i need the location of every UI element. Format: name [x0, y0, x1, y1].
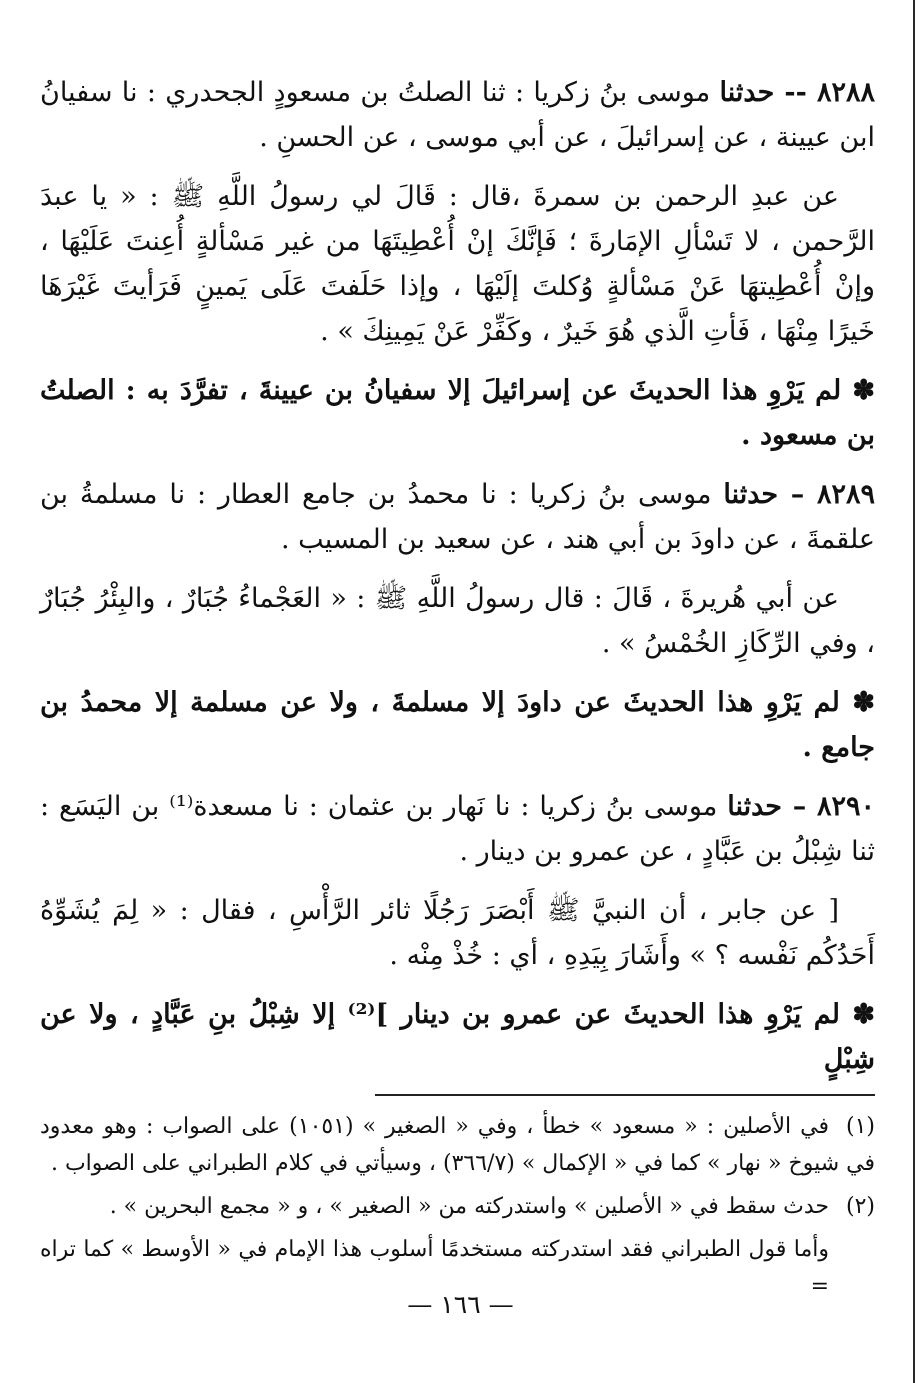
footnote-2 [40, 1188, 875, 1225]
number-dash: – [782, 791, 817, 822]
isnad-paragraph [40, 70, 875, 160]
matn-paragraph: [ عن جابر ، أن النبيَّ ﷺ أَبْصَرَ رَجُلًا ثائر الرَّأْسِ ، فقال : « لِمَ يُشَوِّهُ أَحَدُكُم نَفْسه ؟ » وأَشَارَ بِيَدِهِ ، أي : خُذْ مِنْه . [40, 895, 875, 971]
hadith-number: ٨٢٨٩ [816, 479, 875, 510]
hadith-entry-8289 [40, 472, 875, 562]
footnote-number: (١) [846, 1114, 876, 1139]
hadith-entry-8290 [40, 784, 875, 874]
comment-paragraph: ✽ لم يَرْوِ هذا الحديثَ عن إسرائيلَ إلا سفيانُ بن عيينةَ ، تفرَّدَ به : الصلتُ بن مسعود . [40, 375, 875, 451]
hadith-number: ٨٢٨٨ [816, 77, 875, 108]
number-dash: – [778, 479, 817, 510]
hadith-comment-8289 [40, 680, 875, 770]
isnad-lead: حدثنا [719, 77, 775, 108]
footnote-separator-wrap [40, 1082, 875, 1108]
hadith-comment-8290 [40, 992, 875, 1082]
number-dash: -- [774, 77, 817, 108]
isnad-lead: حدثنا [727, 791, 783, 822]
footnote-separator [375, 1094, 875, 1096]
comment-paragraph: ✽ لم يَرْوِ هذا الحديثَ عن عمرو بن دينار ]⁽²⁾ إلا شِبْلُ بنِ عَبَّادٍ ، ولا عن شِبْلٍ [40, 999, 875, 1075]
footnote-text: في الأصلين : « مسعود » خطأ ، وفي « الصغير » (١٠٥١) على الصواب : وهو معدود في شيوخ « نهار » كما في « الإكمال » (٣٦٦/٧) ، وسيأتي في كلام الطبراني على الصواب . [40, 1114, 875, 1176]
matn-paragraph: عن عبدِ الرحمن بن سمرةَ ،قال : قَالَ لي رسولُ اللَّهِ ﷺ : « يا عبدَ الرَّحمن ، لا تَسْألِ الإمَارةَ ؛ فَإنَّكَ إنْ أُعْطِيتَهَا من غير مَسْألةٍ أُعِنتَ عَلَيْهَا ، وإنْ أُعْطِيتهَا عَنْ مَسْألةٍ وُكلتَ إلَيْهَا ، وإذا حَلَفتَ عَلَى يَمينٍ فَرَأيتَ غَيْرَهَا خَيرًا مِنْهَا ، فَأتِ الَّذي هُوَ خَيرٌ ، وكَفِّرْ عَنْ يَمِينِكَ » . [40, 181, 875, 347]
isnad-text: موسى بنُ زكريا : ثنا الصلتُ بن مسعودٍ الجحدري : نا سفيانُ ابن عيينة ، عن إسرائيلَ ، عن أبي موسى ، عن الحسنِ . [40, 77, 875, 153]
page-number: — ١٦٦ — [407, 1290, 514, 1319]
footnote-number: (٢) [845, 1194, 875, 1219]
isnad-paragraph [40, 472, 875, 562]
hadith-comment-8288 [40, 368, 875, 458]
hadith-matn-8290 [40, 888, 875, 978]
footnote-text: حدث سقط في « الأصلين » واستدركته من « الصغير » ، و « مجمع البحرين » . [109, 1194, 829, 1219]
footnote-1 [40, 1108, 875, 1182]
matn-paragraph: عن أبي هُريرةَ ، قَالَ : قال رسولُ اللَّهِ ﷺ : « العَجْماءُ جُبَارٌ ، والبِئْرُ جُبَارٌ ، وفي الرِّكَازِ الخُمْسُ » . [40, 583, 875, 659]
isnad-lead: حدثنا [723, 479, 779, 510]
hadith-number: ٨٢٩٠ [816, 791, 875, 822]
comment-paragraph: ✽ لم يَرْوِ هذا الحديثَ عن داودَ إلا مسلمةَ ، ولا عن مسلمة إلا محمدُ بن جامع . [40, 687, 875, 763]
footnotes [40, 1108, 875, 1305]
hadith-matn-8288 [40, 174, 875, 354]
isnad-paragraph [40, 784, 875, 874]
isnad-text: موسى بنُ زكريا : نا نَهار بن عثمان : نا مسعدة⁽¹⁾ بن اليَسَع : ثنا شِبْلُ بن عَبَّادٍ ، عن عمرو بن دينار . [40, 791, 875, 867]
isnad-text: موسى بنُ زكريا : نا محمدُ بن جامع العطار : نا مسلمةُ بن علقمةَ ، عن داودَ بن أبي هند ، عن سعيد بن المسيب . [40, 479, 875, 555]
hadith-entry-8288 [40, 70, 875, 160]
footnote-2-continuation: وأما قول الطبراني فقد استدركته مستخدمًا أسلوب هذا الإمام في « الأوسط » كما تراه = [40, 1237, 829, 1299]
hadith-matn-8289 [40, 576, 875, 666]
page-edge-line [913, 0, 915, 1383]
